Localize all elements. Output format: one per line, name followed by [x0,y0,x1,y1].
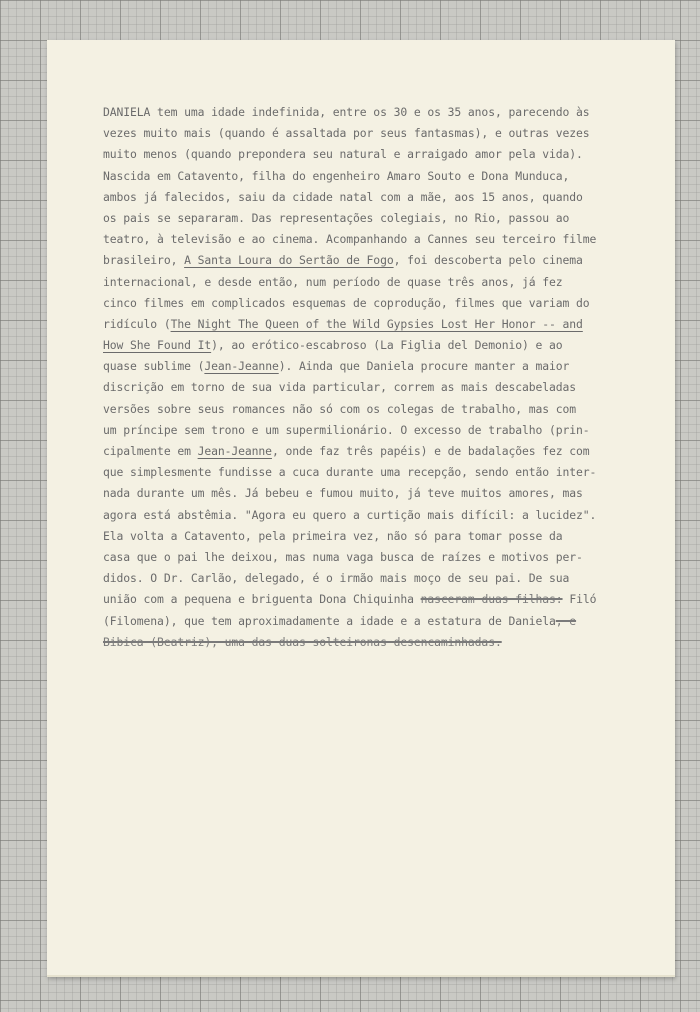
text-line-24-start: união com a pequena e briguenta Dona Chiquinha [103,592,414,607]
underlined-film-title: Jean-Jeanne [197,444,272,458]
text-line-5: ambos já falecidos, saiu da cidade natal com a mãe, aos 15 anos, quando [103,189,583,204]
text-line-10: cinco filmes em complicados esquemas de coprodução, filmes que variam do [103,295,590,310]
text-line-24-end: Filó [569,592,597,607]
text-line-11: ridículo (The Night The Queen of the Wild Gypsies Lost Her Honor -- and [103,316,583,331]
text-line-17: cipalmente em Jean-Jeanne, onde faz três papéis) e de badalações fez com [103,444,590,458]
text-line-22: casa que o pai lhe deixou, mas numa vaga busca de raízes e motivos per- [103,549,583,564]
struck-out-text: nasceram duas filhas: [420,592,563,607]
text-line-25 [103,611,663,632]
text-line-6: os pais se separaram. Das representações colegiais, no Rio, passou ao [103,210,570,225]
underlined-film-title: Jean-Jeanne [204,359,279,374]
text-line-4: Nascida em Catavento, filha do engenheiro Amaro Souto e Dona Munduca, [103,168,570,183]
struck-out-text: , e [555,613,577,628]
struck-out-line: Bibica (Beatriz), uma das duas solteironas desencaminhadas. [103,634,502,649]
underlined-film-title: A Santa Loura do Sertão de Fogo [184,253,394,268]
text-line-8: brasileiro, A Santa Loura do Sertão de Fogo, foi descoberta pelo cinema [103,253,583,268]
text-line-19: nada durante um mês. Já bebeu e fumou muito, já teve muitos amores, mas [103,486,583,501]
typed-page [47,40,675,977]
text-line-12: How She Found It), ao erótico-escabroso (La Figlia del Demonio) e ao [103,338,563,353]
text-line-14: discrição em torno de sua vida particular, correm as mais descabeladas [103,380,577,395]
text-line-24 [103,589,663,610]
text-line-7: teatro, à televisão e ao cinema. Acompanhando a Cannes seu terceiro filme [103,232,597,247]
text-line-3: muito menos (quando prepondera seu natural e arraigado amor pela vida). [103,147,583,162]
underlined-film-title: The Night The Queen of the Wild Gypsies Lost Her Honor -- and [170,316,583,331]
text-line-16: um príncipe sem trono e um supermilionário. O excesso de trabalho (prin- [103,422,590,437]
text-line-13: quase sublime (Jean-Jeanne). Ainda que Daniela procure manter a maior [103,359,570,374]
text-line-18: que simplesmente fundisse a cuca durante uma recepção, sendo então inter- [103,465,597,480]
text-line-25-start: (Filomena), que tem aproximadamente a idade e a estatura de Daniela [103,613,556,628]
underlined-film-title: How She Found It [103,338,212,353]
text-line-20: agora está abstêmia. "Agora eu quero a curtição mais difícil: a lucidez". [103,507,597,522]
typed-text-body [103,102,663,653]
text-line-2: vezes muito mais (quando é assaltada por seus fantasmas), e outras vezes [103,126,590,141]
text-line-21: Ela volta a Catavento, pela primeira vez, não só para tomar posse da [103,528,563,543]
text-line-9: internacional, e desde então, num período de quase três anos, já fez [103,274,563,289]
text-line-15: versões sobre seus romances não só com os colegas de trabalho, mas com [103,401,577,416]
text-line-23: didos. O Dr. Carlão, delegado, é o irmão mais moço de seu pai. De sua [103,571,570,586]
text-line-1: DANIELA tem uma idade indefinida, entre os 30 e os 35 anos, parecendo às [103,105,590,119]
